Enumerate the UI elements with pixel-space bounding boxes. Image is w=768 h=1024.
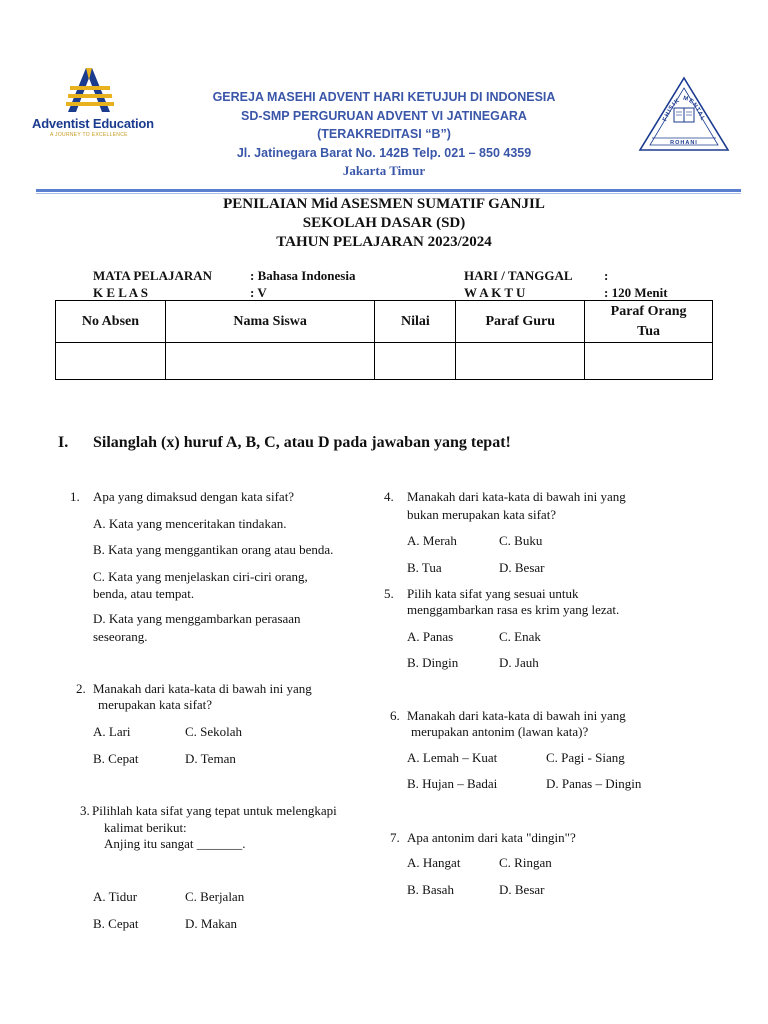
question-text-cont: merupakan kata sifat? (98, 697, 213, 712)
adventist-a-icon (28, 66, 158, 118)
q4-option-b[interactable]: B. Tua (407, 560, 442, 575)
question-3 (80, 803, 337, 851)
q2-option-a[interactable]: A. Lari (93, 724, 131, 739)
question-text: Manakah dari kata-kata di bawah ini yang (93, 681, 312, 696)
q3-option-c[interactable]: C. Berjalan (185, 889, 245, 904)
header-paraf-orang-tua: Paraf Orang Tua (585, 301, 713, 343)
q1-option-c-cont: benda, atau tempat. (93, 586, 195, 601)
question-number: 3. (80, 803, 90, 818)
question-text: Apa antonim dari kata "dingin"? (407, 830, 576, 845)
question-4 (384, 489, 626, 522)
q3-option-a[interactable]: A. Tidur (93, 889, 138, 904)
day-date-label: HARI / TANGGAL (464, 268, 573, 283)
question-6 (390, 708, 626, 739)
logo-arc-text: FHISIK MENTAL (662, 95, 706, 123)
exam-title: PENILAIAN Mid ASESMEN SUMATIF GANJIL (223, 196, 545, 212)
question-1 (70, 489, 295, 505)
q7-option-d[interactable]: D. Besar (499, 882, 545, 897)
question-7 (390, 830, 576, 846)
q7-option-b[interactable]: B. Basah (407, 882, 454, 897)
question-number: 7. (390, 830, 400, 845)
q1-option-d[interactable]: D. Kata yang menggambarkan perasaan (93, 611, 301, 626)
cell-paraf-guru[interactable] (456, 343, 585, 380)
table-row (56, 343, 713, 380)
header-nilai: Nilai (375, 301, 456, 343)
subject-value: : Bahasa Indonesia (250, 268, 356, 283)
question-number: 5. (384, 586, 394, 601)
q3-option-d[interactable]: D. Makan (185, 916, 237, 931)
question-text: Pilih kata sifat yang sesuai untuk (407, 586, 579, 601)
triangle-emblem-icon (636, 74, 732, 154)
question-text: Manakah dari kata-kata di bawah ini yang (407, 708, 626, 723)
cell-paraf-orang-tua[interactable] (585, 343, 713, 380)
header-no-absen: No Absen (56, 301, 166, 343)
section-number: I. (58, 434, 69, 451)
header-line-accreditation: (TERAKREDITASI “B”) (317, 127, 451, 141)
class-value: : V (250, 285, 267, 300)
logo-tagline: A JOURNEY TO EXCELLENCE (50, 132, 128, 138)
exam-year: TAHUN PELAJARAN 2023/2024 (276, 234, 492, 250)
q5-option-d[interactable]: D. Jauh (499, 655, 539, 670)
question-number: 2. (76, 681, 86, 696)
question-text: Apa yang dimaksud dengan kata sifat? (93, 489, 295, 504)
q4-option-d[interactable]: D. Besar (499, 560, 545, 575)
header-nama-siswa: Nama Siswa (165, 301, 375, 343)
q6-option-c[interactable]: C. Pagi - Siang (546, 750, 625, 765)
question-text-cont: bukan merupakan kata sifat? (407, 507, 557, 522)
q2-option-d[interactable]: D. Teman (185, 751, 236, 766)
q4-option-a[interactable]: A. Merah (407, 533, 457, 548)
q5-option-b[interactable]: B. Dingin (407, 655, 459, 670)
question-number: 1. (70, 489, 80, 504)
school-header (180, 88, 588, 181)
q1-option-d-cont: seseorang. (93, 629, 148, 644)
fisik-mental-rohani-logo (636, 74, 732, 154)
question-number: 6. (390, 708, 400, 723)
question-text-cont: merupakan antonim (lawan kata)? (411, 724, 589, 739)
table-header-row (56, 301, 713, 343)
header-line-school: SD-SMP PERGURUAN ADVENT VI JATINEGARA (241, 108, 527, 123)
q2-option-c[interactable]: C. Sekolah (185, 724, 243, 739)
exam-level: SEKOLAH DASAR (SD) (302, 215, 466, 231)
question-text: Pilihlah kata sifat yang tepat untuk melengkapi (92, 803, 337, 818)
q3-option-b[interactable]: B. Cepat (93, 916, 139, 931)
section-text: Silanglah (x) huruf A, B, C, atau D pada jawaban yang tepat! (93, 434, 511, 451)
q6-option-d[interactable]: D. Panas – Dingin (546, 776, 642, 791)
class-label: K E L A S (93, 285, 148, 300)
q5-option-a[interactable]: A. Panas (407, 629, 454, 644)
header-paraf-guru: Paraf Guru (456, 301, 585, 343)
header-divider (36, 189, 741, 192)
student-score-table (55, 300, 713, 380)
question-number: 4. (384, 489, 394, 504)
day-date-value: : (604, 268, 609, 283)
question-text-cont: kalimat berikut: (104, 820, 187, 835)
time-label: W A K T U (464, 285, 526, 300)
subject-label: MATA PELAJARAN (93, 268, 213, 283)
q1-option-b[interactable]: B. Kata yang menggantikan orang atau benda. (93, 542, 334, 557)
header-divider-thin (36, 193, 741, 194)
header-line-church: GEREJA MASEHI ADVENT HARI KETUJUH DI INDONESIA (212, 90, 556, 104)
question-blank-sentence: Anjing itu sangat _______. (104, 836, 246, 851)
logo-brand-text: Adventist Education (32, 116, 154, 131)
header-line-address: Jl. Jatinegara Barat No. 142B Telp. 021 – 850 4359 (236, 145, 532, 160)
cell-nilai[interactable] (375, 343, 456, 380)
q5-option-c[interactable]: C. Enak (499, 629, 541, 644)
q6-option-b[interactable]: B. Hujan – Badai (407, 776, 498, 791)
adventist-education-logo (28, 66, 158, 146)
logo-bottom-text: ROHANI (670, 140, 698, 146)
question-5 (384, 586, 620, 617)
q1-option-c[interactable]: C. Kata yang menjelaskan ciri-ciri orang, (93, 569, 308, 584)
q4-option-c[interactable]: C. Buku (499, 533, 543, 548)
q7-option-c[interactable]: C. Ringan (499, 855, 552, 870)
q1-option-a[interactable]: A. Kata yang menceritakan tindakan. (93, 516, 287, 531)
section-instruction (58, 434, 511, 452)
header-line-city: Jakarta Timur (342, 163, 426, 178)
time-value: : 120 Menit (604, 285, 668, 300)
q6-option-a[interactable]: A. Lemah – Kuat (407, 750, 498, 765)
q2-option-b[interactable]: B. Cepat (93, 751, 139, 766)
question-text-cont: menggambarkan rasa es krim yang lezat. (407, 602, 620, 617)
cell-nama-siswa[interactable] (165, 343, 375, 380)
q7-option-a[interactable]: A. Hangat (407, 855, 461, 870)
question-text: Manakah dari kata-kata di bawah ini yang (407, 489, 626, 504)
cell-no-absen[interactable] (56, 343, 166, 380)
question-2 (76, 681, 312, 712)
